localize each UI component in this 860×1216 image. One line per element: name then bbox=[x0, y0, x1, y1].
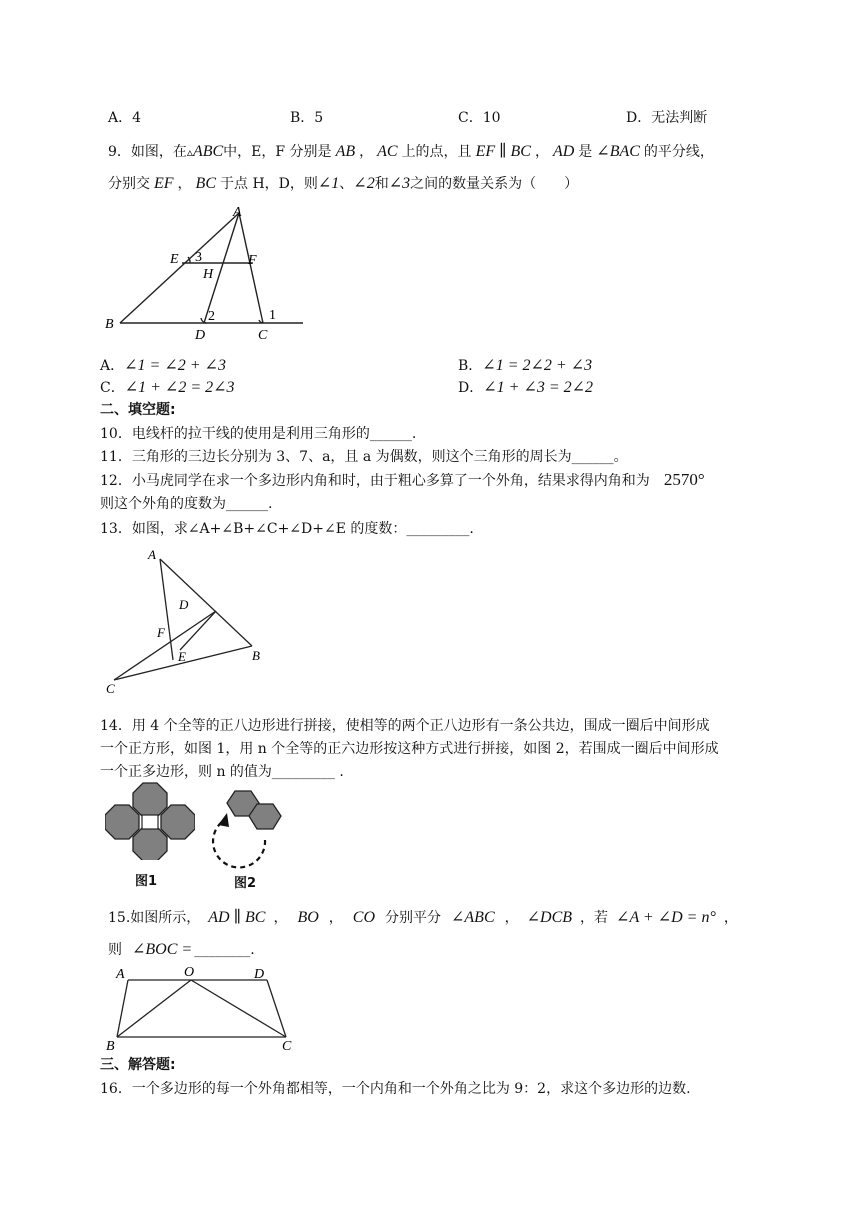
q9-option-a: A．∠1 = ∠2 + ∠3 bbox=[100, 357, 226, 374]
q13-label-A: A bbox=[148, 547, 156, 562]
q9-label-D: D bbox=[195, 328, 206, 343]
q9-line1: 9．如图，在▵ABC中，E，F 分别是 AB ， AC 上的点，且 EF ∥ BC ， AD 是 ∠BAC 的平分线， bbox=[108, 143, 714, 160]
q13-star-figure bbox=[100, 543, 275, 698]
q9-label-H: H bbox=[203, 267, 214, 282]
q9-label-1: 1 bbox=[269, 308, 276, 323]
q9-option-c: C．∠1 + ∠2 = 2∠3 bbox=[100, 379, 235, 396]
q16-text: 16．一个多边形的每一个外角都相等，一个内角和一个外角之比为 9：2，求这个多边形的边数. bbox=[100, 1081, 691, 1097]
q14-figure2-hexagons bbox=[205, 785, 290, 870]
q9-triangle-figure bbox=[100, 202, 315, 344]
q10-text: 10．电线杆的拉干线的使用是利用三角形的______. bbox=[100, 426, 417, 442]
q8-option-c: C．10 bbox=[458, 110, 501, 126]
q14-line3: 一个正多边形，则 n 的值为_________ . bbox=[100, 764, 344, 780]
q12-line1: 12．小马虎同学在求一个多边形内角和时，由于粗心多算了一个外角，结果求得内角和为 2570° bbox=[100, 470, 705, 489]
q9-label-C: C bbox=[258, 328, 268, 343]
q13-label-B: B bbox=[252, 648, 260, 663]
q14-line1: 14．用 4 个全等的正八边形进行拼接，使相等的两个正八边形有一条公共边，围成一圈后中间形成 bbox=[100, 718, 710, 734]
q9-line2: 分别交 EF ， BC 于点 H，D，则∠1、∠2和∠3之间的数量关系为（ ） bbox=[108, 175, 579, 192]
q9-label-B: B bbox=[105, 317, 114, 332]
q8-option-b: B．5 bbox=[290, 110, 324, 126]
q13-label-C: C bbox=[106, 681, 115, 696]
q15-line2: 则 ∠BOC = ________. bbox=[108, 941, 255, 958]
q9-label-3: 3 bbox=[195, 250, 202, 265]
q9-option-d: D．∠1 + ∠3 = 2∠2 bbox=[458, 379, 594, 396]
q14-figure1-octagons bbox=[105, 780, 195, 860]
q15-label-B: B bbox=[106, 1039, 115, 1054]
q9-label-A: A bbox=[233, 205, 242, 220]
q15-label-D: D bbox=[254, 967, 265, 982]
q9-option-b: B．∠1 = 2∠2 + ∠3 bbox=[458, 357, 593, 374]
q14-line2: 一个正方形，如图 1，用 n 个全等的正六边形按这种方式进行拼接，如图 2，若围成一圈后中间形成 bbox=[100, 741, 719, 757]
section-fill-in-heading: 二、填空题: bbox=[100, 402, 176, 418]
q12-line2: 则这个外角的度数为______. bbox=[100, 496, 273, 512]
q14-figure2-caption: 图2 bbox=[234, 876, 257, 891]
q8-option-a: A．4 bbox=[108, 110, 142, 126]
q9-label-E: E bbox=[170, 252, 179, 267]
q9-label-F: F bbox=[248, 253, 257, 268]
q15-label-A: A bbox=[116, 967, 125, 982]
q15-label-C: C bbox=[282, 1039, 292, 1054]
section-solution-heading: 三、解答题: bbox=[100, 1057, 176, 1073]
q13-label-F: F bbox=[157, 625, 165, 640]
q14-figure1-caption: 图1 bbox=[135, 874, 158, 889]
q13-text: 13．如图，求∠A+∠B+∠C+∠D+∠E 的度数：_________. bbox=[100, 521, 474, 537]
q15-label-O: O bbox=[184, 965, 195, 980]
q15-line1: 15.如图所示， AD ∥ BC ， BO ， CO 分别平分 ∠ABC ， ∠DCB ，若 ∠A + ∠D = n° ， bbox=[108, 909, 738, 926]
q15-trapezoid-figure bbox=[100, 962, 300, 1054]
q8-option-d: D．无法判断 bbox=[626, 110, 708, 126]
q11-text: 11．三角形的三边长分别为 3、7、a，且 a 为偶数，则这个三角形的周长为______。 bbox=[100, 449, 628, 465]
q13-label-D: D bbox=[179, 597, 189, 612]
q13-label-E: E bbox=[178, 649, 186, 664]
q9-label-2: 2 bbox=[208, 309, 215, 324]
